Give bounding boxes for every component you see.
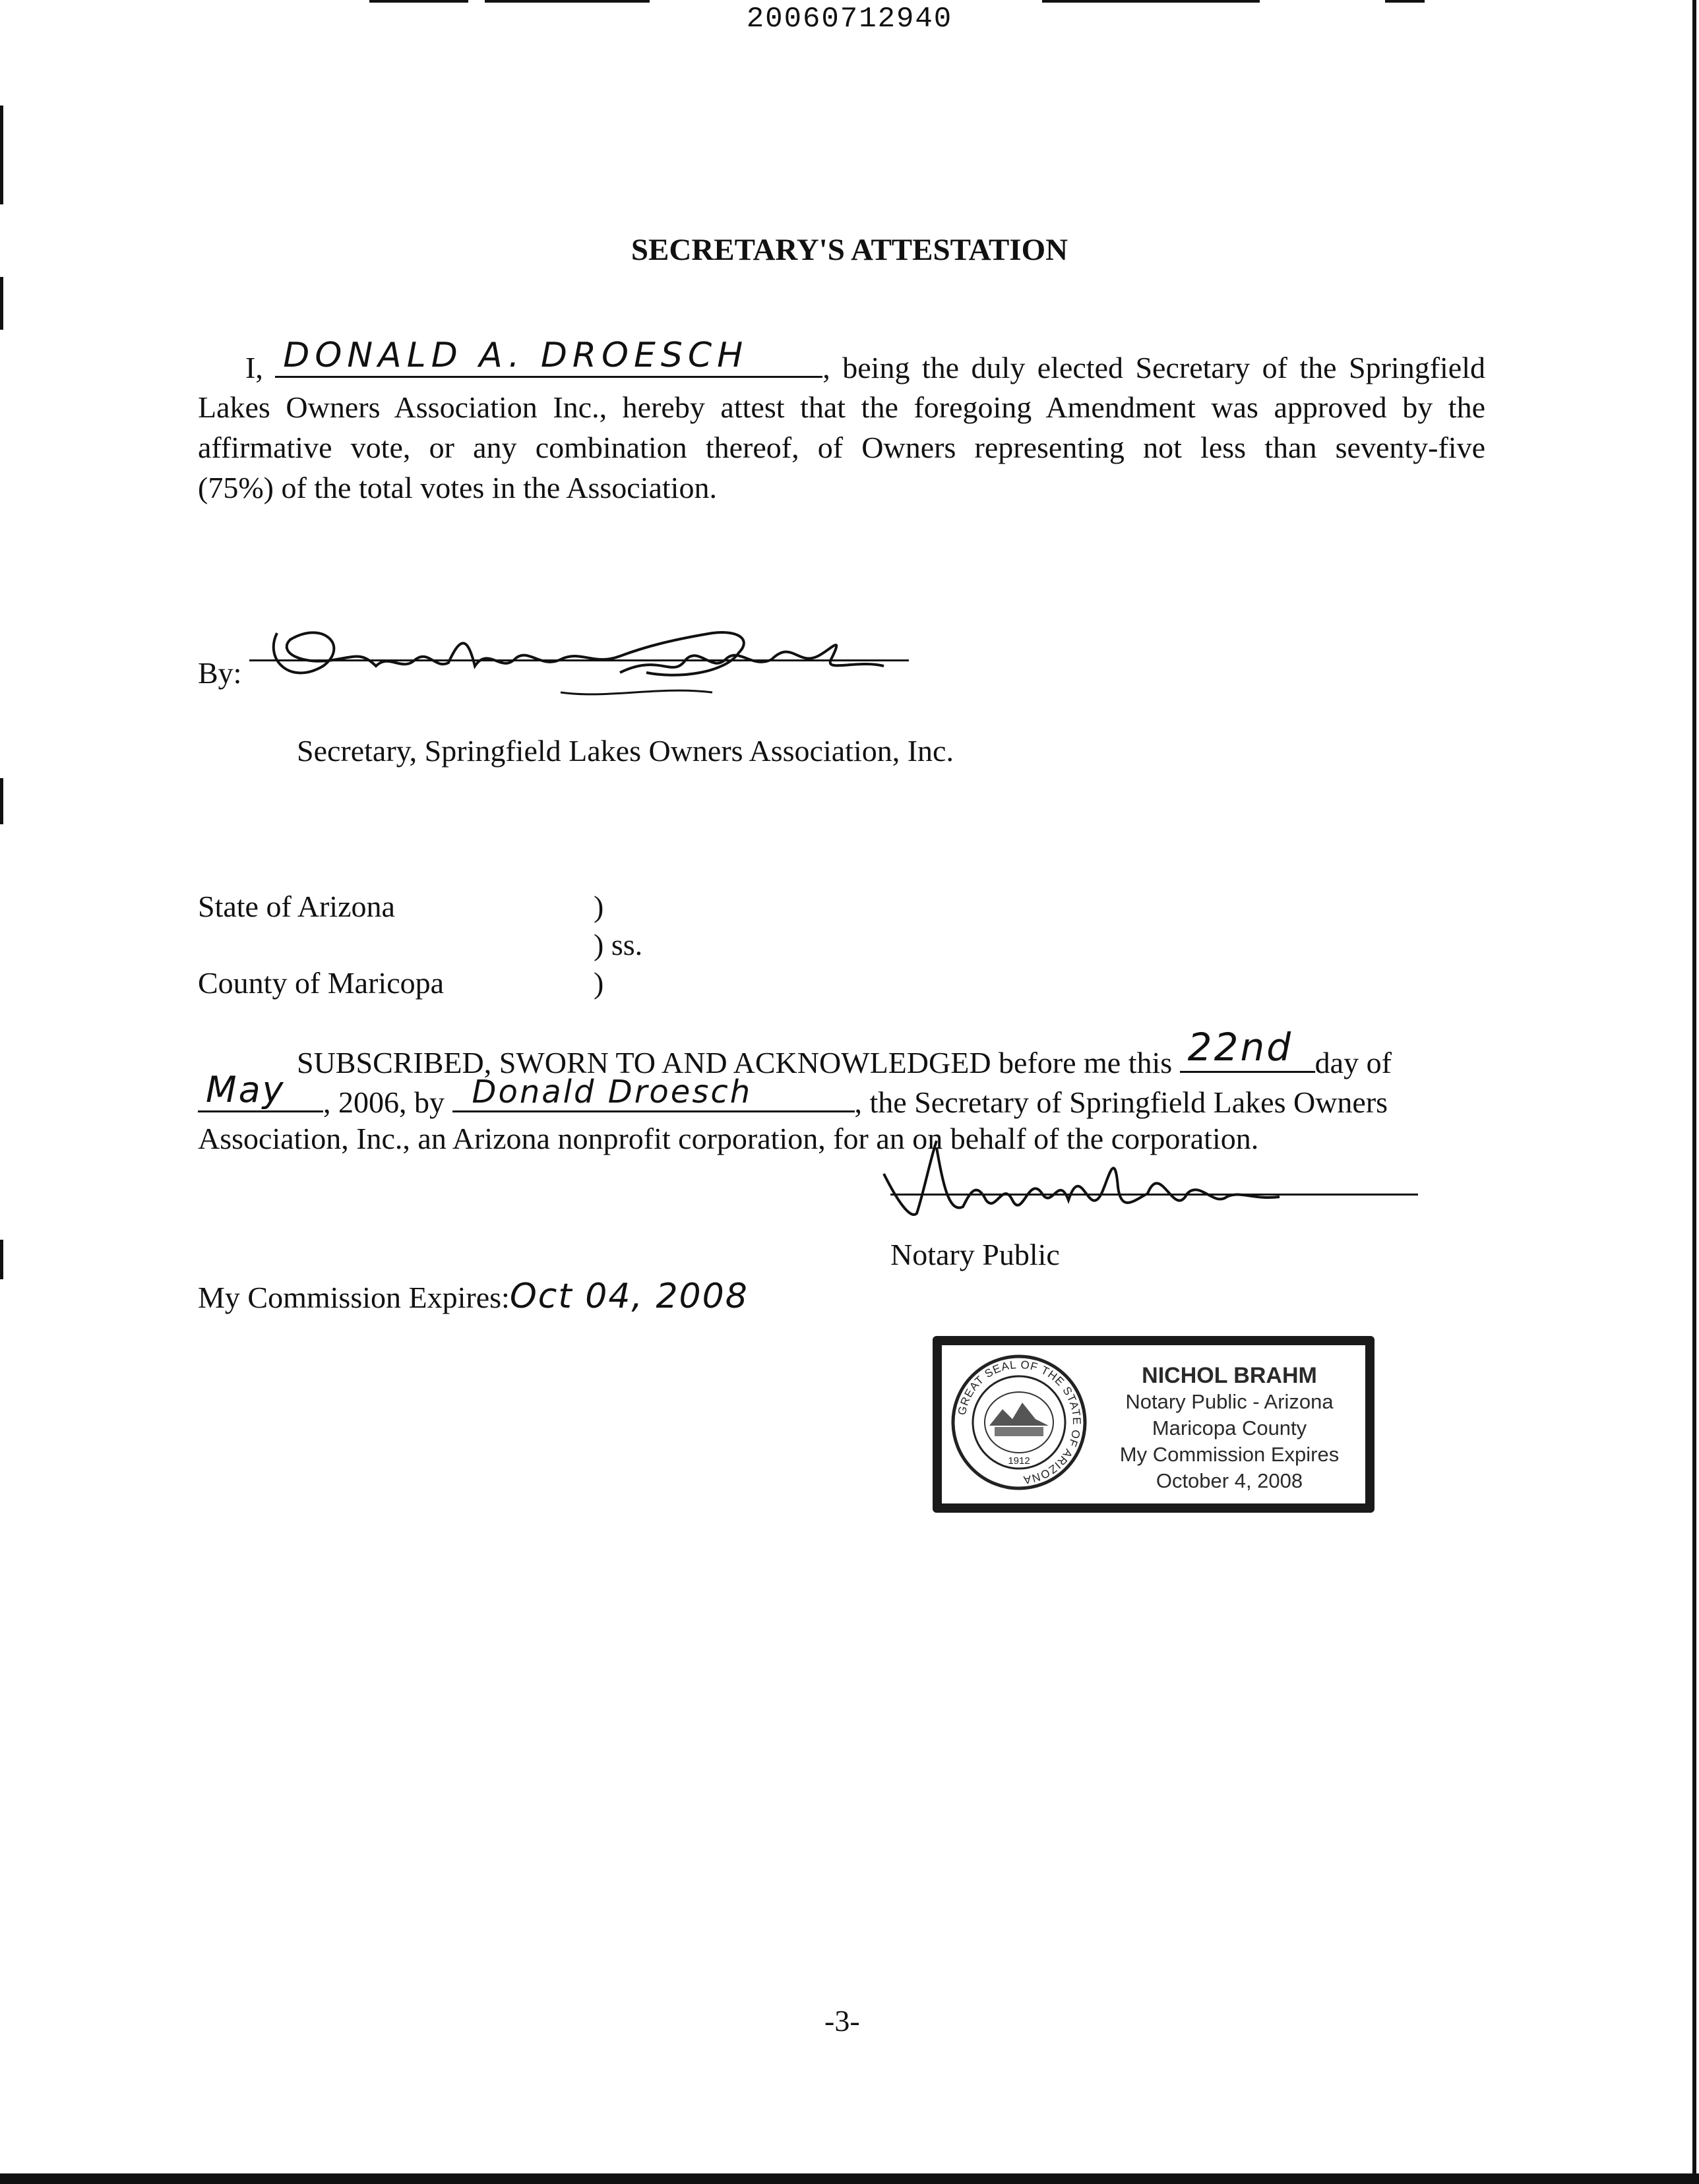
scan-border-left-3 <box>0 778 3 824</box>
month-blank <box>198 1069 323 1112</box>
secretary-name-blank <box>275 336 822 378</box>
stamp-line-2: Maricopa County <box>1152 1416 1307 1440</box>
stamp-text <box>1091 1362 1368 1494</box>
scan-border-left-1 <box>0 106 3 204</box>
attestation-line-2: Lakes Owners Association Inc., hereby attest that the foregoing Amendment was approved by the <box>198 390 1485 424</box>
scan-border-left-4 <box>0 1240 3 1279</box>
stamp-line-3: My Commission Expires <box>1119 1443 1340 1466</box>
venue-state: State of Arizona <box>198 890 395 923</box>
notary-clause-line-2: May , 2006, by Donald Droesch , the Secretary of Springfield Lakes Owners <box>198 1081 1388 1120</box>
secretary-name-handwritten: DONALD A. DROESCH <box>283 336 749 375</box>
commission-date-handwritten: Oct 04, 2008 <box>509 1277 749 1316</box>
by-label: By: <box>198 656 242 690</box>
notary-clause-line-1: SUBSCRIBED, SWORN TO AND ACKNOWLEDGED before me this 22nd day of <box>297 1025 1392 1079</box>
month-handwritten: May <box>206 1069 286 1110</box>
venue-county: County of Maricopa <box>198 966 445 1000</box>
state-seal-icon <box>950 1353 1088 1492</box>
attestation-line-1: I, DONALD A. DROESCH , being the duly elected Secretary of the Springfield <box>245 336 1486 384</box>
venue-paren-1: ) <box>594 890 604 923</box>
scan-border-bottom <box>0 2173 1699 2184</box>
attestation-line-4: (75%) of the total votes in the Association. <box>198 471 717 504</box>
page-title: SECRETARY'S ATTESTATION <box>631 233 1068 267</box>
notary-signature-line <box>890 1194 1418 1196</box>
name-handwritten: Donald Droesch <box>472 1074 753 1110</box>
venue-ss: ) ss. <box>594 928 643 961</box>
svg-text:GREAT SEAL OF THE STATE OF ARI: GREAT SEAL OF THE STATE OF ARIZONA <box>955 1358 1084 1486</box>
scan-border-left-2 <box>0 277 3 330</box>
notary-clause-line-3: Association, Inc., an Arizona nonprofit corporation, for an on behalf of the corporation. <box>198 1122 1259 1155</box>
commission-expires: My Commission Expires:Oct 04, 2008 <box>198 1277 749 1316</box>
notary-label: Notary Public <box>890 1238 1060 1271</box>
attestation-line-3: affirmative vote, or any combination thereof, of Owners representing not less than seventy-five <box>198 431 1485 464</box>
svg-text:1912: 1912 <box>1008 1455 1030 1467</box>
day-blank <box>1180 1025 1315 1073</box>
notary-stamp <box>933 1336 1375 1513</box>
page-number: -3- <box>824 2004 860 2038</box>
name-blank <box>452 1074 855 1112</box>
stamp-notary-name: NICHOL BRAHM <box>1142 1363 1317 1388</box>
signature-title: Secretary, Springfield Lakes Owners Association, Inc. <box>297 734 954 768</box>
venue-paren-3: ) <box>594 966 604 1000</box>
notary-signature <box>871 1134 1332 1233</box>
stamp-line-1: Notary Public - Arizona <box>1125 1390 1334 1413</box>
secretary-signature <box>251 593 923 712</box>
day-handwritten: 22nd <box>1187 1025 1293 1070</box>
stamp-line-4: October 4, 2008 <box>1156 1469 1303 1492</box>
scan-border-right <box>1692 0 1696 2184</box>
record-number: 20060712940 <box>746 3 953 36</box>
